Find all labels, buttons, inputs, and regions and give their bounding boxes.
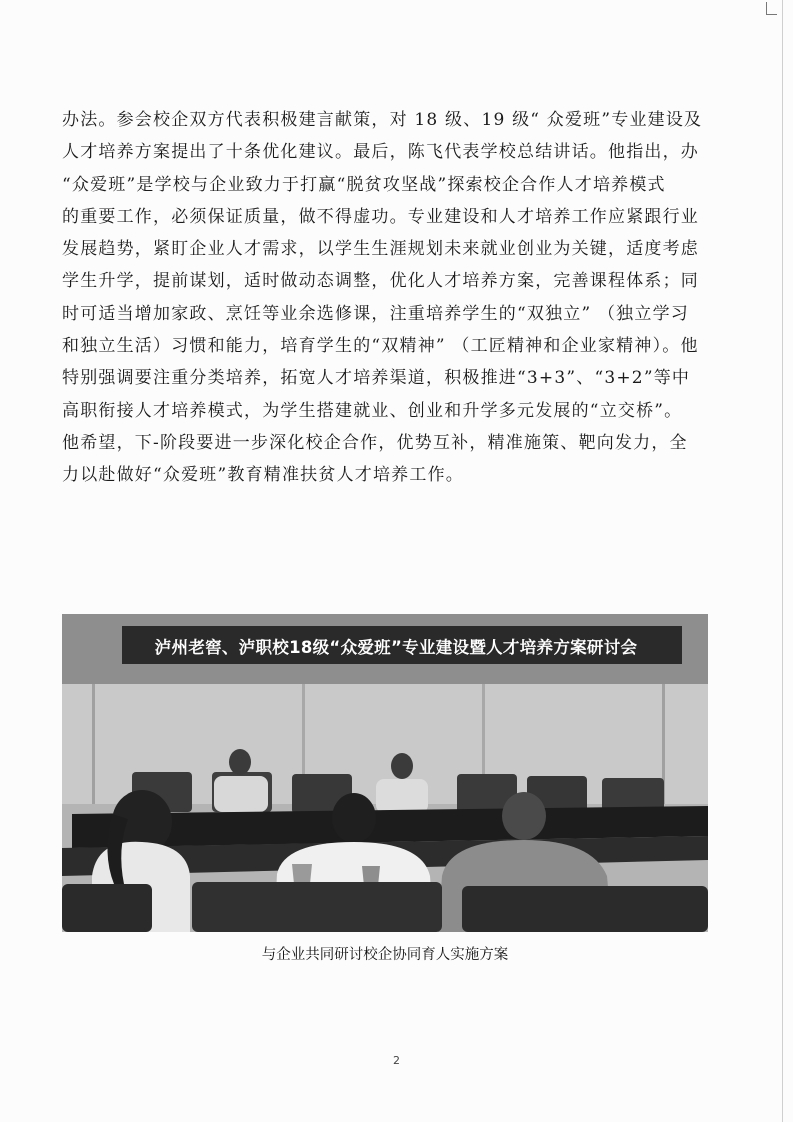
body-line: “众爱班”是学校与企业致力于打赢“脱贫攻坚战”探索校企合作人才培养模式 (62, 174, 666, 195)
photo-caption: 与企业共同研讨校企协同育人实施方案 (261, 947, 509, 963)
scan-corner-mark (766, 2, 777, 15)
meeting-banner-text: 泸州老窖、泸职校18级“众爱班”专业建设暨人才培养方案研讨会 (154, 638, 638, 657)
body-line: 高职衔接人才培养模式，为学生搭建就业、创业和升学多元发展的“立交桥”。 (62, 400, 683, 421)
body-line: 发展趋势，紧盯企业人才需求，以学生生涯规划未来就业创业为关键，适度考虑 (62, 239, 699, 260)
page-number: 2 (393, 1054, 400, 1067)
body-line: 人才培养方案提出了十条优化建议。最后，陈飞代表学校总结讲话。他指出，办 (62, 142, 699, 163)
body-line: 他希望，下-阶段要进一步深化校企合作，优势互补，精准施策、靶向发力，全 (62, 432, 688, 453)
body-line: 办法。参会校企双方代表积极建言献策，对 18 级、19 级“ 众爱班”专业建设及 (62, 110, 703, 130)
body-line: 时可适当增加家政、烹饪等业余选修课，注重培养学生的“双独立” （独立学习 (62, 303, 689, 324)
body-line: 学生升学，提前谋划，适时做动态调整，优化人才培养方案，完善课程体系；同 (62, 271, 699, 292)
meeting-photo (62, 614, 708, 932)
body-line: 力以赴做好“众爱班”教育精准扶贫人才培养工作。 (62, 465, 464, 486)
body-line: 和独立生活）习惯和能力，培育学生的“双精神” （工匠精神和企业家精神）。他 (62, 336, 699, 357)
page-edge-line (782, 0, 783, 1122)
body-line: 的重要工作，必须保证质量，做不得虚功。专业建设和人才培养工作应紧跟行业 (62, 206, 699, 227)
meeting-photo-drawing (62, 614, 708, 932)
body-line: 特别强调要注重分类培养，拓宽人才培养渠道，积极推进“3+3”、“3+2”等中 (62, 368, 691, 389)
article-body (62, 104, 716, 492)
